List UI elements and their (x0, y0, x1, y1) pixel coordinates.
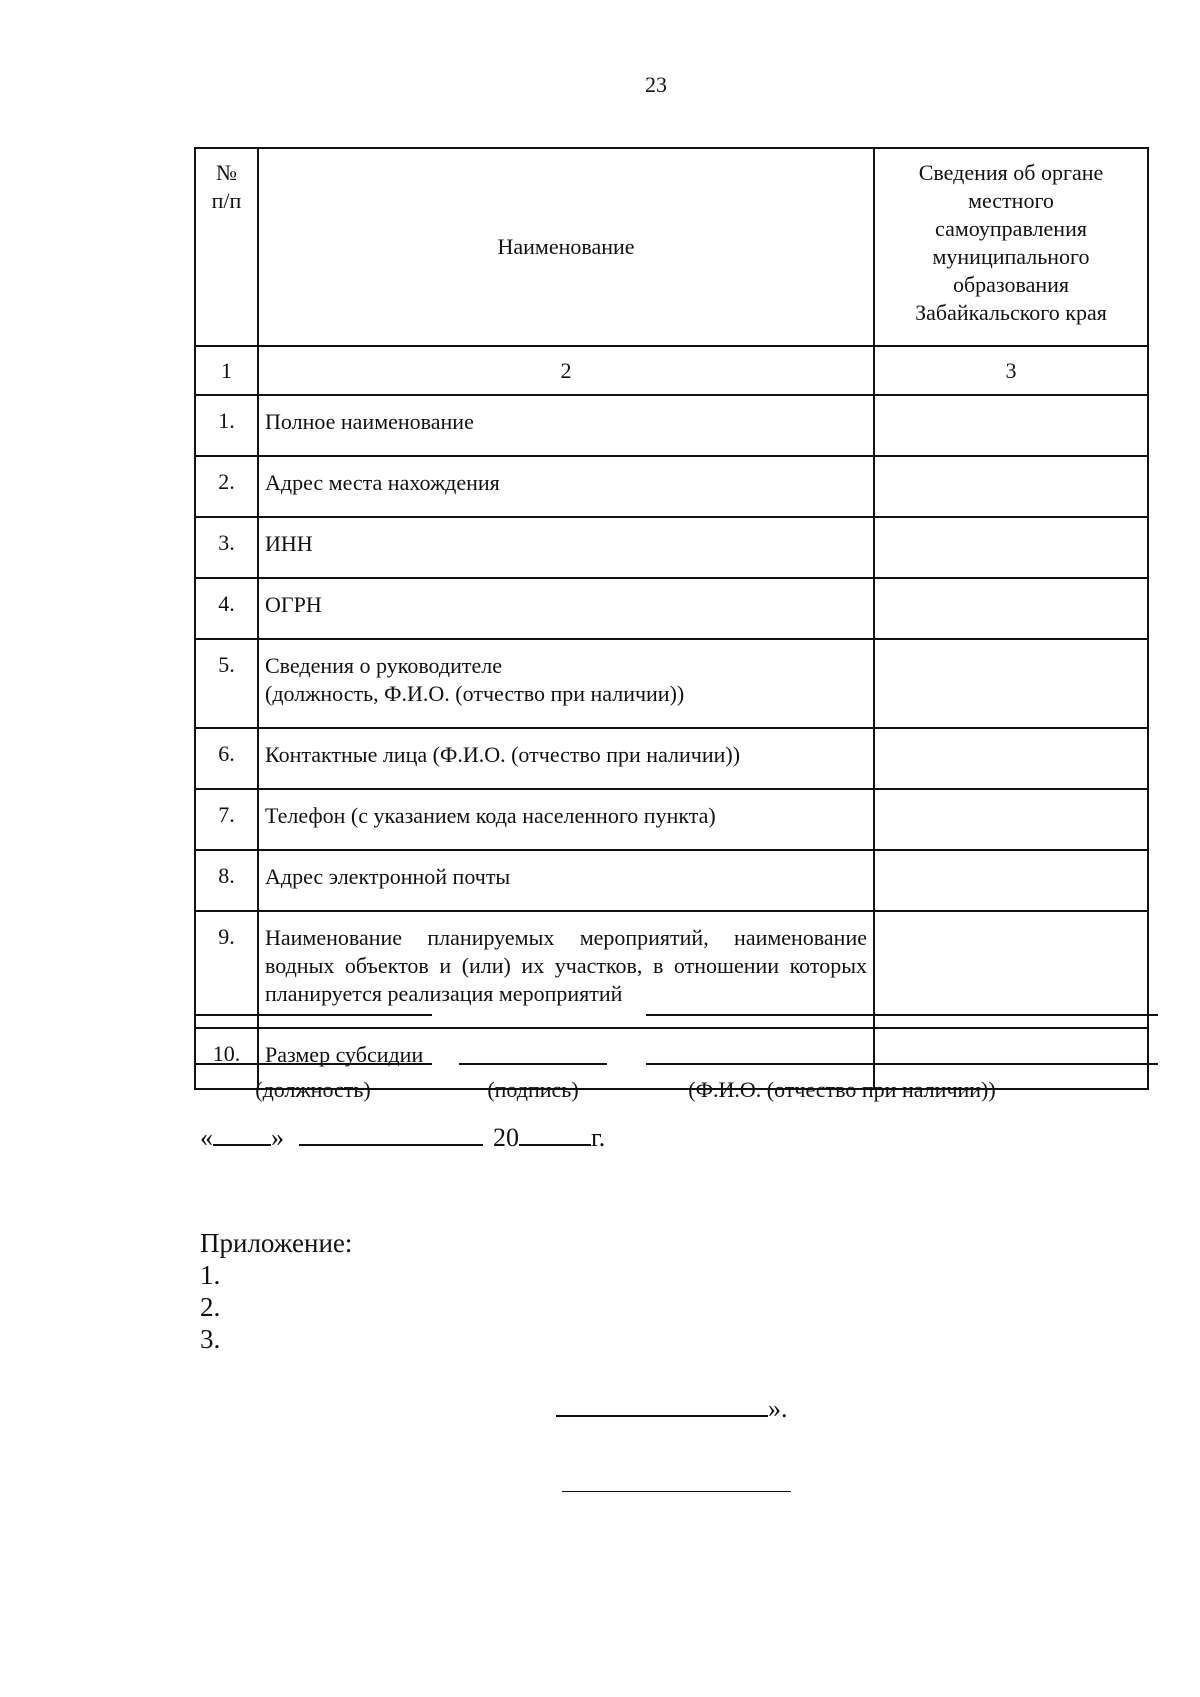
signature-caption: (подпись) (487, 1077, 579, 1102)
column-number-cell: 1 (195, 346, 258, 395)
row-name: Сведения о руководителе (должность, Ф.И.О. (отчество при наличии)) (258, 639, 874, 728)
closing-line (556, 1394, 788, 1424)
month-field[interactable] (299, 1124, 483, 1146)
column-number-cell: 3 (874, 346, 1148, 395)
row-name: ИНН (258, 517, 874, 578)
row-value-cell[interactable] (874, 578, 1148, 639)
row-value-cell[interactable] (874, 456, 1148, 517)
table-row (195, 789, 1148, 850)
row-name: Полное наименование (258, 395, 874, 456)
row-number: 1. (195, 395, 258, 456)
attachment-title: Приложение: (200, 1228, 353, 1258)
row-name: Адрес электронной почты (258, 850, 874, 911)
row-name: Телефон (с указанием кода населенного пункта) (258, 789, 874, 850)
table-row (195, 456, 1148, 517)
position-caption: (должность) (255, 1077, 371, 1102)
header-number-cell: № п/п (195, 148, 258, 346)
table-header-row (195, 148, 1148, 346)
row-value-cell[interactable] (874, 789, 1148, 850)
row-value-cell[interactable] (874, 911, 1148, 1028)
row-number: 9. (195, 911, 258, 1028)
row-value-cell[interactable] (874, 395, 1148, 456)
row-number: 6. (195, 728, 258, 789)
fio-line[interactable] (646, 1063, 1158, 1065)
row-number: 7. (195, 789, 258, 850)
date-open-quote: « (200, 1123, 213, 1152)
row-number: 5. (195, 639, 258, 728)
date-close-quote: » (271, 1123, 284, 1152)
position-top-line (194, 1014, 432, 1016)
table-row (195, 911, 1148, 1028)
row-name: Контактные лица (Ф.И.О. (отчество при наличии)) (258, 728, 874, 789)
attachment-item: 1. (200, 1260, 221, 1290)
table-row (195, 578, 1148, 639)
fio-caption: (Ф.И.О. (отчество при наличии)) (688, 1077, 996, 1102)
row-value-cell[interactable] (874, 728, 1148, 789)
row-value-cell[interactable] (874, 517, 1148, 578)
end-separator-line (562, 1491, 791, 1492)
table-row (195, 850, 1148, 911)
year-field[interactable] (519, 1124, 591, 1146)
position-line[interactable] (194, 1063, 432, 1065)
row-name: Наименование планируемых мероприятий, наименование водных объектов и (или) их участков, в отношении которых планируется реализация мероприятий (258, 911, 874, 1028)
fio-top-line (646, 1014, 1158, 1016)
organization-info-table (194, 147, 1149, 1090)
row-value-cell[interactable] (874, 639, 1148, 728)
row-number: 2. (195, 456, 258, 517)
row-number: 4. (195, 578, 258, 639)
attachment-item: 2. (200, 1292, 221, 1322)
closing-underline (556, 1395, 768, 1417)
row-name: ОГРН (258, 578, 874, 639)
page-number: 23 (645, 72, 667, 97)
header-name-cell: Наименование (258, 148, 874, 346)
year-prefix: 20 (493, 1123, 519, 1152)
header-info-cell: Сведения об органе местного самоуправления муниципального образования Забайкальского края (874, 148, 1148, 346)
attachment-item: 3. (200, 1324, 221, 1354)
row-number: 8. (195, 850, 258, 911)
attachment-section (200, 1227, 352, 1355)
table-row (195, 517, 1148, 578)
year-suffix: г. (591, 1123, 606, 1152)
row-number: 10. (195, 1028, 258, 1089)
table-row (195, 395, 1148, 456)
closing-quote: ». (768, 1394, 788, 1423)
signature-line[interactable] (459, 1063, 607, 1065)
column-number-row (195, 346, 1148, 395)
row-name: Размер субсидии (258, 1028, 874, 1089)
table-row (195, 728, 1148, 789)
column-number-cell: 2 (258, 346, 874, 395)
row-name: Адрес места нахождения (258, 456, 874, 517)
table-row (195, 639, 1148, 728)
row-value-cell[interactable] (874, 850, 1148, 911)
row-number: 3. (195, 517, 258, 578)
date-line (200, 1123, 605, 1153)
day-field[interactable] (213, 1124, 271, 1146)
